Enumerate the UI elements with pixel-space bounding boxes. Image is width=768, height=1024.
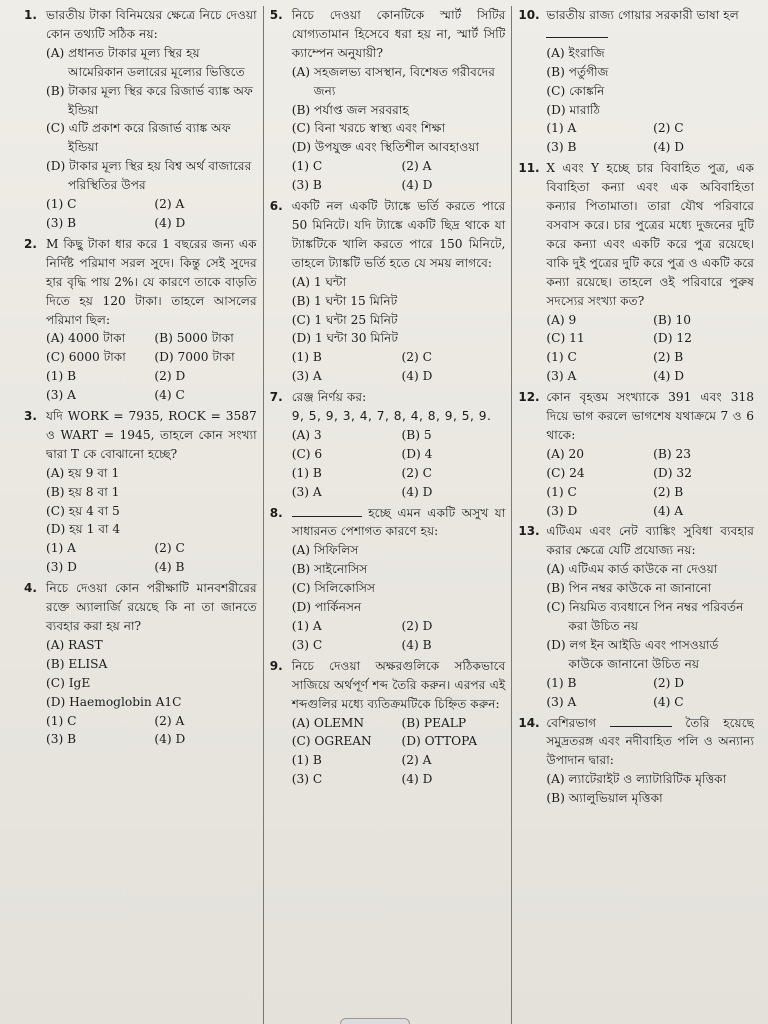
answer-choices — [518, 348, 754, 386]
answer-3: (3) B — [46, 732, 77, 747]
option-a: (A) সহজলভ্য বাসস্থান, বিশেষত গরীবদের জন্য — [291, 64, 495, 98]
option-b: (B) 5 — [401, 427, 432, 442]
answer-3: (3) B — [291, 178, 322, 193]
answer-choices — [24, 712, 257, 750]
answer-choices — [270, 751, 506, 789]
option-b: (B) অ্যালুভিয়াল মৃত্তিকা — [546, 791, 663, 806]
option-a: (A) 4000 টাকা — [46, 331, 126, 346]
answer-4: (4) D — [653, 140, 685, 155]
option-a: (A) ইংরাজি — [546, 45, 605, 60]
answer-2: (2) C — [154, 541, 185, 556]
option-c: (C) 24 — [546, 465, 585, 480]
answer-choices — [24, 195, 257, 233]
answer-3: (3) B — [46, 215, 77, 230]
column-3 — [511, 6, 760, 1024]
option-d: (D) উপযুক্ত এবং স্থিতিশীল আবহাওয়া — [291, 140, 480, 155]
option-c: (C) এটি প্রকাশ করে রিজার্ভ ব্যাঙ্ক অফ ইন্ডিয়া — [46, 121, 231, 155]
question-13 — [518, 522, 754, 711]
answer-3: (3) A — [291, 369, 322, 384]
answer-1: (1) C — [291, 159, 323, 174]
option-a: (A) সিফিলিস — [291, 543, 359, 558]
option-a: (A) 3 — [291, 427, 322, 442]
option-d: (D) টাকার মূল্য স্থির হয় বিশ্ব অর্থ বাজারের পরিস্থিতির উপর — [46, 159, 252, 193]
answer-2: (2) D — [154, 369, 186, 384]
fill-blank — [610, 717, 672, 727]
option-d: (D) পার্কিনসন — [291, 600, 362, 615]
answer-2: (2) A — [154, 197, 185, 212]
option-a: (A) এটিএম কার্ড কাউকে না দেওয়া — [546, 562, 718, 577]
answer-3: (3) C — [291, 637, 323, 652]
question-8 — [270, 504, 506, 655]
question-5 — [270, 6, 506, 195]
answer-4: (4) B — [154, 560, 185, 575]
answer-4: (4) D — [653, 369, 685, 384]
question-number: 11. — [518, 161, 540, 176]
option-c: (C) IgE — [46, 675, 91, 690]
answer-4: (4) B — [401, 637, 432, 652]
question-text — [546, 714, 754, 771]
answer-choices — [24, 367, 257, 405]
option-c: (C) 11 — [546, 331, 585, 346]
question-12 — [518, 388, 754, 520]
option-b: (B) 1 ঘন্টা 15 মিনিট — [291, 293, 398, 308]
answer-3: (3) B — [546, 140, 577, 155]
option-b: (B) পর্তুগীজ — [546, 64, 609, 79]
question-2 — [24, 235, 257, 405]
question-number: 5. — [269, 8, 283, 22]
answer-4: (4) D — [401, 772, 433, 787]
option-a: (A) 20 — [546, 446, 585, 461]
question-text: নিচে দেওয়া অক্ষরগুলিকে সঠিকভাবে সাজিয়ে অর্থপূর্ণ শব্দ তৈরি করুন। এরপর এই শব্দগুলির মধ্যে ব্যতিক্রমটিকে চিহ্নিত করুন: — [291, 658, 506, 711]
question-text: নিচে দেওয়া কোনটিকে স্মার্ট সিটির যোগ্যতামান হিসেবে ধরা হয় না, স্মার্ট সিটি ক্যাম্পেন অনুযায়ী? — [291, 8, 506, 60]
fill-blank — [546, 28, 608, 38]
answer-1: (1) B — [291, 350, 322, 365]
option-d: (D) 4 — [401, 446, 433, 461]
answer-3: (3) A — [291, 484, 322, 499]
question-10 — [518, 6, 754, 157]
question-text-main: ভারতীয় রাজ্য গোয়ার সরকারী ভাষা হল — [546, 8, 739, 22]
options — [518, 445, 754, 483]
answer-1: (1) A — [546, 121, 577, 136]
answer-2: (2) A — [154, 713, 185, 728]
answer-1: (1) B — [546, 675, 577, 690]
question-3 — [24, 407, 257, 577]
options — [24, 329, 257, 367]
answer-choices — [518, 119, 754, 157]
answer-choices — [518, 674, 754, 712]
answer-choices — [270, 617, 506, 655]
answer-choices — [270, 464, 506, 502]
option-b: (B) ELISA — [46, 656, 108, 671]
option-b: (B) পিন নম্বর কাউকে না জানানো — [546, 581, 712, 596]
question-1 — [24, 6, 257, 233]
question-number: 3. — [24, 409, 37, 424]
option-d: (D) Haemoglobin A1C — [46, 694, 182, 709]
option-c: (C) 6 — [291, 446, 323, 461]
option-b: (B) 5000 টাকা — [154, 331, 234, 346]
answer-4: (4) D — [401, 484, 433, 499]
option-c: (C) 1 ঘন্টা 25 মিনিট — [291, 312, 398, 327]
answer-4: (4) D — [401, 178, 433, 193]
question-number: 9. — [269, 658, 283, 673]
option-c: (C) নিয়মিত ব্যবধানে পিন নম্বর পরিবর্তন করা উচিত নয় — [546, 600, 744, 633]
answer-1: (1) C — [46, 713, 77, 728]
option-d: (D) OTTOPA — [401, 734, 478, 749]
option-a: (A) OLEMN — [291, 715, 365, 730]
answer-3: (3) C — [291, 772, 323, 787]
answer-4: (4) D — [401, 369, 433, 384]
options — [270, 714, 506, 752]
answer-2: (2) C — [401, 465, 432, 480]
question-number: 1. — [24, 8, 37, 22]
answer-1: (1) A — [291, 619, 322, 633]
answer-4: (4) C — [154, 388, 185, 403]
answer-1: (1) C — [46, 197, 77, 212]
option-a: (A) RAST — [46, 637, 103, 652]
answer-1: (1) B — [291, 465, 322, 480]
column-1 — [14, 6, 263, 1024]
option-d: (D) লগ ইন আইডি এবং পাসওয়ার্ড কাউকে জানানো উচিত নয় — [546, 637, 719, 671]
option-b: (B) টাকার মূল্য স্থির করে রিজার্ভ ব্যাঙ্ক অফ ইন্ডিয়া — [46, 83, 253, 117]
option-a: (A) হয় 9 বা 1 — [46, 465, 120, 480]
question-number: 8. — [269, 505, 283, 520]
question-text: নিচে দেওয়া কোন পরীক্ষাটি মানবশরীরের রক্তে অ্যালার্জি রয়েছে কি না তা জানতে ব্যবহার করা হয় না? — [46, 581, 257, 633]
answer-2: (2) C — [401, 350, 432, 365]
fill-blank — [292, 507, 362, 517]
answer-2: (2) D — [401, 619, 433, 633]
answer-2: (2) A — [401, 159, 432, 174]
column-2 — [263, 6, 512, 1024]
options — [518, 311, 754, 349]
question-number: 10. — [518, 8, 540, 22]
option-c: (C) বিনা খরচে স্বাস্থ্য এবং শিক্ষা — [291, 121, 446, 136]
options — [270, 426, 506, 464]
question-text: যদি WORK = 7935, ROCK = 3587 ও WART = 1945, তাহলে কোন সংখ্যা দ্বারা T কে বোঝানো হচ্ছে? — [46, 409, 257, 461]
question-number: 13. — [518, 524, 540, 539]
option-a: (A) প্রধানত টাকার মূল্য স্থির হয় আমেরিকান ডলারের মূল্যের ভিত্তিতে — [46, 45, 245, 79]
option-d: (D) 1 ঘন্টা 30 মিনিট — [291, 331, 399, 346]
answer-4: (4) D — [154, 732, 186, 747]
answer-1: (1) C — [546, 350, 577, 365]
option-a: (A) ল্যাটেরাইট ও ল্যাটারিটিক মৃত্তিকা — [546, 772, 727, 787]
question-text — [546, 6, 754, 44]
question-text-rest: হচ্ছে এমন একটি অসুখ যা সাধারনত পেশাগত কারণে হয়: — [291, 505, 506, 539]
answer-1: (1) B — [291, 753, 322, 768]
option-d: (D) হয় 1 বা 4 — [46, 522, 121, 537]
option-b: (B) PEALP — [401, 715, 467, 730]
question-text: ভারতীয় টাকা বিনিময়ের ক্ষেত্রে নিচে দেওয়া কোন তথ্যটি সঠিক নয়: — [46, 8, 257, 41]
question-9 — [270, 657, 506, 789]
question-number: 14. — [518, 715, 540, 730]
option-d: (D) 7000 টাকা — [154, 350, 235, 365]
question-number: 12. — [518, 390, 540, 405]
question-text: M কিছু টাকা ধার করে 1 বছরের জন্য এক নির্দিষ্ট পরিমাণ সরল সুদে। কিন্তু সেই সুদের হার বৃদ্ধি পায় 2%। যে কারণে তাকে বাড়তি দিতে হয় 120 টাকা। তাহলে আসলের পরিমাণ ছিল: — [46, 236, 257, 327]
question-text: এটিএম এবং নেট ব্যাঙ্কিং সুবিধা ব্যবহার করার ক্ষেত্রে যেটি প্রযোজ্য নয়: — [546, 524, 754, 558]
question-4 — [24, 579, 257, 749]
option-d: (D) 12 — [653, 331, 692, 346]
question-text-rest: তৈরি হয়েছে সমুদ্রতরঙ্গ এবং নদীবাহিত পলি ও অন্যান্য উপাদান দ্বারা: — [546, 715, 754, 768]
page-footer-tab — [340, 1018, 410, 1024]
option-c: (C) হয় 4 বা 5 — [46, 503, 120, 518]
question-text — [292, 504, 506, 542]
answer-2: (2) B — [653, 484, 684, 499]
option-c: (C) কোঙ্কনি — [546, 83, 605, 98]
question-number: 7. — [269, 390, 283, 405]
question-7 — [270, 388, 506, 501]
option-a: (A) 1 ঘন্টা — [291, 274, 347, 289]
option-b: (B) হয় 8 বা 1 — [46, 484, 120, 499]
option-b: (B) 23 — [653, 446, 692, 461]
answer-3: (3) A — [546, 369, 577, 384]
answer-2: (2) C — [653, 121, 684, 136]
option-d: (D) 32 — [653, 465, 692, 480]
answer-3: (3) A — [46, 388, 76, 403]
question-14 — [518, 714, 754, 809]
option-d: (D) মারাঠি — [546, 102, 601, 117]
question-number: 4. — [24, 581, 37, 596]
option-b: (B) সাইনোসিস — [291, 562, 368, 577]
answer-2: (2) B — [653, 350, 684, 365]
answer-1: (1) C — [546, 484, 577, 499]
answer-3: (3) D — [546, 503, 578, 518]
question-text-start: বেশিরভাগ — [546, 715, 597, 730]
answer-4: (4) C — [653, 694, 684, 709]
answer-1: (1) A — [46, 541, 76, 556]
answer-choices — [270, 348, 506, 386]
option-a: (A) 9 — [546, 312, 577, 327]
answer-2: (2) A — [401, 753, 432, 768]
answer-1: (1) B — [46, 369, 77, 384]
question-6 — [270, 197, 506, 386]
option-c: (C) OGREAN — [291, 734, 372, 749]
question-text: কোন বৃহত্তম সংখ্যাকে 391 এবং 318 দিয়ে ভাগ করলে ভাগশেষ যথাক্রমে 7 ও 6 থাকে: — [546, 390, 754, 442]
question-number: 6. — [269, 199, 283, 214]
question-text: রেঞ্জ নির্ণয় কর: — [291, 390, 367, 405]
option-b: (B) পর্যাপ্ত জল সরবরাহ — [291, 102, 409, 117]
question-number: 2. — [24, 236, 37, 251]
answer-choices — [24, 539, 257, 577]
answer-2: (2) D — [653, 675, 685, 690]
question-11 — [518, 159, 754, 386]
number-series: 9, 5, 9, 3, 4, 7, 8, 4, 8, 9, 5, 9. — [291, 409, 492, 424]
option-c: (C) সিলিকোসিস — [291, 581, 376, 596]
question-text: একটি নল একটি ট্যাঙ্কে ভর্তি করতে পারে 50 মিনিটে। যদি ট্যাঙ্কে একটি ছিদ্র থাকে যা ট্যাঙ্কটিকে খালি করতে পারে 150 মিনিটে, তাহলে ট্যাঙ্কটি ভর্তি হতে যে সময় লাগবে: — [291, 199, 506, 270]
answer-3: (3) A — [546, 694, 577, 709]
answer-4: (4) D — [154, 215, 186, 230]
question-text: X এবং Y হচ্ছে চার বিবাহিত পুত্র, এক বিবাহিতা কন্যা এবং এক অবিবাহিতা কন্যার পিতামাতা। তারা যৌথ পরিবারে বসবাস করে। চার পুত্রের মধ্যে দুজনের দুটি করে কন্যা এবং একটি করে পুত্র রয়েছে। বাকি দুই পুত্রের দুটি করে পুত্র ও একটি করে কন্যা রয়েছে। তাহলে ওই পরিবারে পুরুষ সদস্যের সংখ্যা কত? — [546, 161, 754, 308]
option-b: (B) 10 — [653, 312, 692, 327]
option-c: (C) 6000 টাকা — [46, 350, 126, 365]
answer-choices — [270, 157, 506, 195]
answer-4: (4) A — [653, 503, 684, 518]
answer-choices — [518, 483, 754, 521]
answer-3: (3) D — [46, 560, 77, 575]
